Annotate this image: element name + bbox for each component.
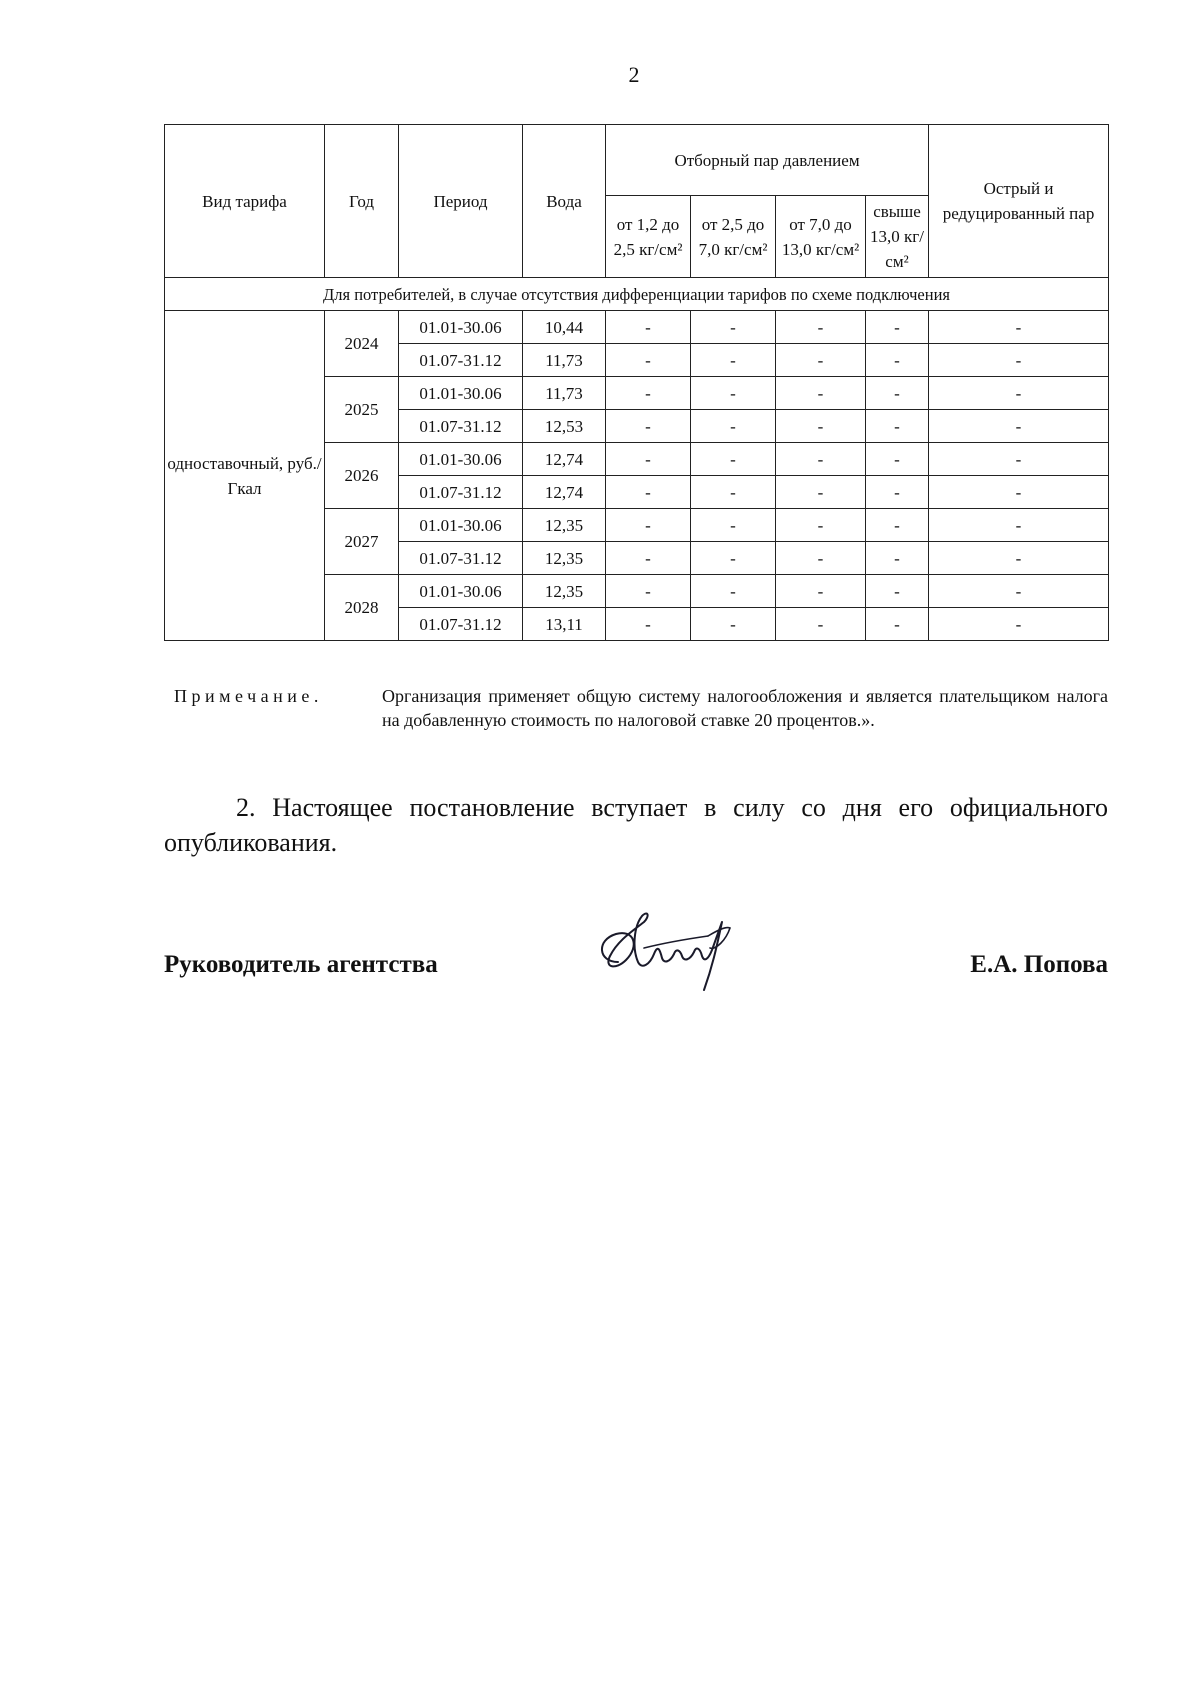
sharp-steam-cell: -: [929, 377, 1109, 410]
steam-cell: -: [866, 443, 929, 476]
period-cell: 01.01-30.06: [399, 377, 523, 410]
steam-cell: -: [866, 311, 929, 344]
table-row: [165, 311, 1109, 344]
water-cell: 11,73: [523, 344, 606, 377]
water-cell: 12,53: [523, 410, 606, 443]
tariff-table: [164, 124, 1109, 641]
steam-cell: -: [691, 443, 776, 476]
steam-cell: -: [776, 476, 866, 509]
header-pressure-range: от 7,0 до 13,0 кг/см²: [776, 196, 866, 278]
period-cell: 01.07-31.12: [399, 608, 523, 641]
header-water: Вода: [523, 125, 606, 278]
steam-cell: -: [776, 608, 866, 641]
water-cell: 12,35: [523, 542, 606, 575]
decree-paragraph: 2. Настоящее постановление вступает в силу со дня его официального опубликования.: [164, 793, 1108, 857]
steam-cell: -: [606, 410, 691, 443]
steam-cell: -: [606, 377, 691, 410]
header-pressure-range: от 1,2 до 2,5 кг/см²: [606, 196, 691, 278]
steam-cell: -: [606, 443, 691, 476]
sharp-steam-cell: -: [929, 443, 1109, 476]
steam-cell: -: [606, 575, 691, 608]
water-cell: 12,74: [523, 443, 606, 476]
year-cell: 2024: [325, 311, 399, 377]
sharp-steam-cell: -: [929, 311, 1109, 344]
sharp-steam-cell: -: [929, 410, 1109, 443]
year-cell: 2027: [325, 509, 399, 575]
handwritten-signature: [590, 900, 770, 1000]
steam-cell: -: [776, 377, 866, 410]
steam-cell: -: [776, 410, 866, 443]
header-extraction-steam: Отборный пар давлением: [606, 125, 929, 196]
signer-name: Е.А. Попова: [970, 951, 1108, 978]
page-number: 2: [628, 62, 640, 87]
steam-cell: -: [606, 311, 691, 344]
year-cell: 2028: [325, 575, 399, 641]
steam-cell: -: [691, 377, 776, 410]
steam-cell: -: [776, 542, 866, 575]
steam-cell: -: [606, 542, 691, 575]
sharp-steam-cell: -: [929, 476, 1109, 509]
period-cell: 01.01-30.06: [399, 509, 523, 542]
sharp-steam-cell: -: [929, 542, 1109, 575]
steam-cell: -: [776, 575, 866, 608]
header-pressure-range: от 2,5 до 7,0 кг/см²: [691, 196, 776, 278]
steam-cell: -: [866, 344, 929, 377]
sharp-steam-cell: -: [929, 344, 1109, 377]
steam-cell: -: [776, 443, 866, 476]
steam-cell: -: [866, 575, 929, 608]
period-cell: 01.07-31.12: [399, 542, 523, 575]
sharp-steam-cell: -: [929, 509, 1109, 542]
period-cell: 01.07-31.12: [399, 476, 523, 509]
water-cell: 12,74: [523, 476, 606, 509]
steam-cell: -: [691, 542, 776, 575]
steam-cell: -: [866, 509, 929, 542]
header-tariff-type: Вид тарифа: [165, 125, 325, 278]
steam-cell: -: [776, 344, 866, 377]
steam-cell: -: [866, 608, 929, 641]
steam-cell: -: [866, 377, 929, 410]
header-year: Год: [325, 125, 399, 278]
steam-cell: -: [866, 476, 929, 509]
note-text: Организация применяет общую систему налогообложения и является плательщиком налога на добавленную стоимость по налоговой ставке 20 процентов.».: [382, 686, 1108, 730]
steam-cell: -: [691, 311, 776, 344]
steam-cell: -: [691, 476, 776, 509]
steam-cell: -: [691, 608, 776, 641]
header-sharp-steam: Острый и редуцированный пар: [929, 125, 1109, 278]
header-period: Период: [399, 125, 523, 278]
note-label: Примечание.: [174, 686, 323, 706]
water-cell: 13,11: [523, 608, 606, 641]
water-cell: 10,44: [523, 311, 606, 344]
period-cell: 01.01-30.06: [399, 311, 523, 344]
steam-cell: -: [776, 311, 866, 344]
steam-cell: -: [606, 509, 691, 542]
water-cell: 12,35: [523, 575, 606, 608]
steam-cell: -: [606, 608, 691, 641]
steam-cell: -: [776, 509, 866, 542]
steam-cell: -: [866, 410, 929, 443]
sharp-steam-cell: -: [929, 608, 1109, 641]
steam-cell: -: [691, 575, 776, 608]
section-title: Для потребителей, в случае отсутствия дифференциации тарифов по схеме подключения: [165, 278, 1109, 311]
period-cell: 01.01-30.06: [399, 443, 523, 476]
header-pressure-range: свыше 13,0 кг/см²: [866, 196, 929, 278]
tariff-type-cell: одноставочный, руб./Гкал: [165, 311, 325, 641]
period-cell: 01.07-31.12: [399, 344, 523, 377]
steam-cell: -: [606, 344, 691, 377]
period-cell: 01.07-31.12: [399, 410, 523, 443]
water-cell: 11,73: [523, 377, 606, 410]
steam-cell: -: [691, 344, 776, 377]
water-cell: 12,35: [523, 509, 606, 542]
steam-cell: -: [606, 476, 691, 509]
steam-cell: -: [691, 509, 776, 542]
sharp-steam-cell: -: [929, 575, 1109, 608]
signer-title: Руководитель агентства: [164, 951, 438, 978]
year-cell: 2025: [325, 377, 399, 443]
steam-cell: -: [866, 542, 929, 575]
steam-cell: -: [691, 410, 776, 443]
period-cell: 01.01-30.06: [399, 575, 523, 608]
year-cell: 2026: [325, 443, 399, 509]
